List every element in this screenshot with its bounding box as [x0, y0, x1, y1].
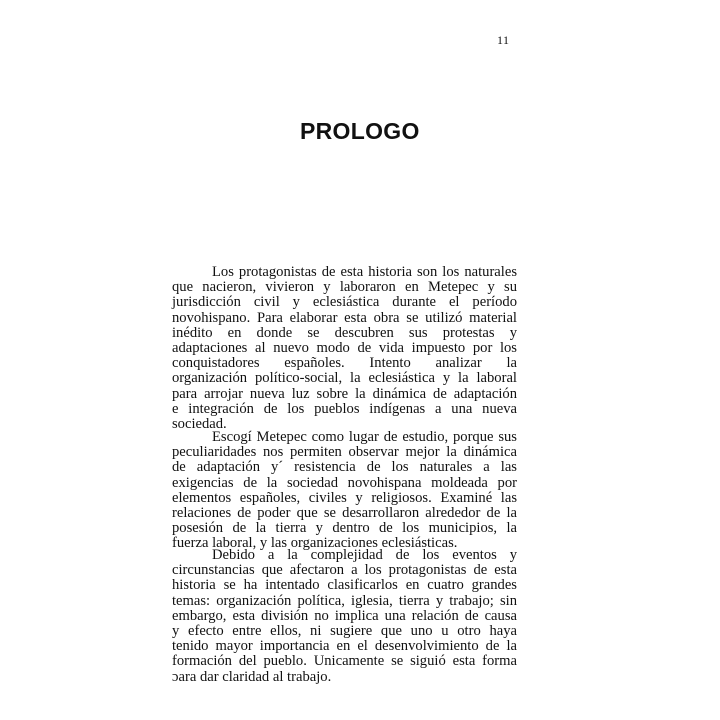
paragraph-line: que nacieron, vivieron y laboraron en Metepec y su: [172, 279, 517, 296]
paragraph-line: de adaptación y´ resistencia de los naturales a las: [172, 459, 517, 476]
paragraph-line: historia se ha intentado clasificarlos en cuatro grandes: [172, 577, 517, 594]
paragraph-line: temas: organización política, iglesia, tierra y trabajo; sin: [172, 592, 517, 609]
paragraph-2: [172, 430, 517, 552]
paragraph-line: posesión de la tierra y dentro de los municipios, la: [172, 520, 517, 537]
paragraph-line: organización político-social, la eclesiástica y la laboral: [172, 370, 517, 387]
paragraph-line: Escogí Metepec como lugar de estudio, porque sus: [212, 429, 517, 445]
paragraph-line: tenido mayor importancia en el desenvolvimiento de la: [172, 638, 517, 655]
paragraph-line: e integración de los pueblos indígenas a una nueva: [172, 400, 517, 417]
page-number: 11: [497, 33, 510, 47]
paragraph-line: novohispano. Para elaborar esta obra se utilizó material: [172, 309, 517, 326]
paragraph-line: exigencias de la sociedad novohispana moldeada por: [172, 474, 517, 491]
paragraph-line: relaciones de poder que se desarrollaron alrededor de la: [172, 505, 517, 522]
paragraph-line: formación del pueblo. Unicamente se siguió esta forma: [172, 653, 517, 670]
paragraph-line: Los protagonistas de esta historia son los naturales: [212, 264, 517, 280]
paragraph-line: sociedad.: [172, 416, 227, 433]
page-title: PROLOGO: [300, 118, 420, 144]
paragraph-1: [172, 265, 517, 432]
paragraph-line: conquistadores españoles. Intento analizar la: [172, 355, 517, 372]
paragraph-line: jurisdicción civil y eclesiástica durante el período: [172, 294, 517, 311]
paragraph-line: peculiaridades nos permiten observar mejor la dinámica: [172, 444, 517, 461]
paragraph-line: adaptaciones al nuevo modo de vida impuesto por los: [172, 340, 517, 357]
paragraph-line: embargo, esta división no implica una relación de causa: [172, 607, 517, 624]
paragraph-line: inédito en donde se descubren sus protestas y: [172, 324, 517, 341]
paragraph-line: fuerza laboral, y las organizaciones eclesiásticas.: [172, 535, 458, 552]
paragraph-line: elementos españoles, civiles y religiosos. Examiné las: [172, 489, 517, 506]
paragraph-3: [172, 548, 517, 685]
paragraph-line: circunstancias que afectaron a los protagonistas de esta: [172, 562, 517, 579]
paragraph-line: y efecto entre ellos, ni sugiere que uno u otro haya: [172, 623, 517, 640]
paragraph-line: Debido a la complejidad de los eventos y: [212, 547, 517, 563]
paragraph-line: para arrojar nueva luz sobre la dinámica de adaptación: [172, 385, 517, 402]
paragraph-line: ɔara dar claridad al trabajo.: [172, 668, 332, 685]
